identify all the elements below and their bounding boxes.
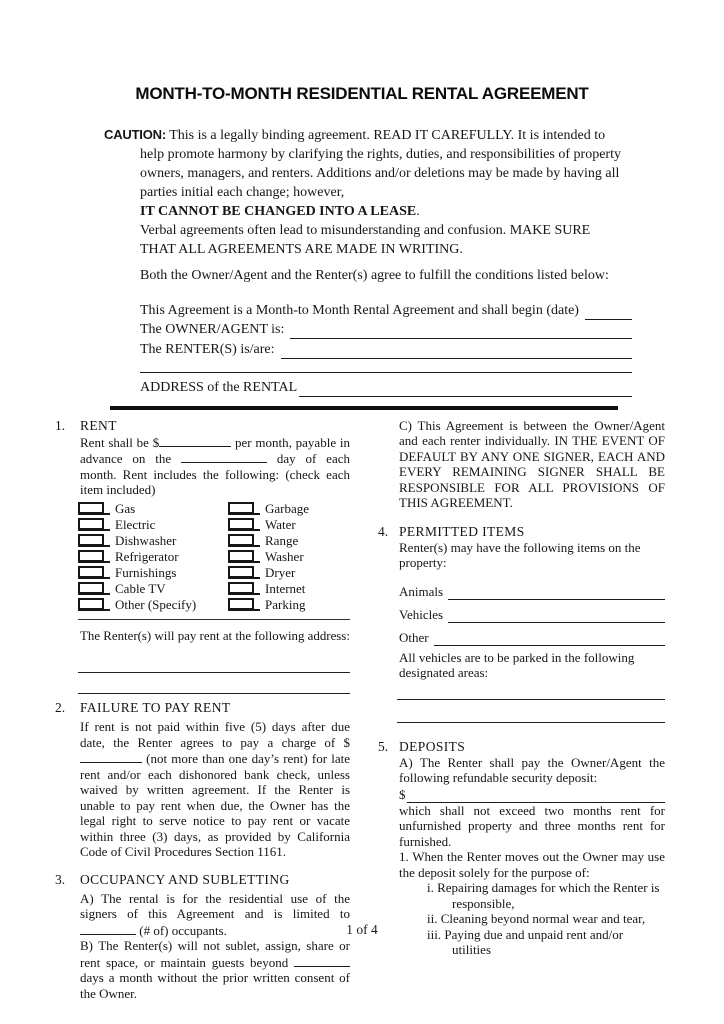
begin-date-fill-line[interactable] bbox=[585, 304, 632, 320]
permitted-field-label: Animals bbox=[399, 583, 444, 599]
included-items-left bbox=[78, 501, 228, 613]
section-failure-to-pay bbox=[55, 700, 350, 860]
deposit-purpose-item: iii. Paying due and unpaid rent and/or utilities bbox=[427, 926, 624, 957]
checkbox-label: Furnishings bbox=[115, 564, 177, 580]
checkbox-box bbox=[228, 598, 254, 609]
section-number: 4. bbox=[378, 523, 389, 539]
rent-text-1: Rent shall be $ bbox=[80, 434, 160, 450]
checkbox[interactable] bbox=[228, 566, 260, 579]
permitted-field-rows bbox=[399, 577, 665, 646]
section-heading-failure: FAILURE TO PAY RENT bbox=[80, 700, 231, 715]
failure-text-1: If rent is not paid within five (5) days after due date, the Renter agrees to pay a charge of $ bbox=[80, 719, 350, 750]
rent-paragraph bbox=[80, 434, 350, 498]
permitted-field-row bbox=[399, 600, 665, 623]
agree-line: Both the Owner/Agent and the Renter(s) agree to fulfill the conditions listed below: bbox=[140, 268, 609, 283]
checkbox[interactable] bbox=[78, 502, 110, 515]
renters-fill-line[interactable] bbox=[281, 343, 632, 359]
left-column bbox=[55, 418, 350, 1002]
occupancy-b-paragraph bbox=[80, 938, 350, 1001]
checkbox[interactable] bbox=[78, 550, 110, 563]
right-column bbox=[378, 418, 665, 1002]
included-item-row bbox=[78, 565, 228, 581]
permitted-intro: Renter(s) may have the following items on the property: bbox=[399, 539, 641, 570]
section-permitted-items bbox=[378, 524, 665, 723]
renters-overflow-row bbox=[140, 359, 632, 373]
included-item-row bbox=[228, 517, 309, 533]
section-number: 2. bbox=[55, 700, 66, 715]
permitted-field-fill-line[interactable] bbox=[448, 584, 665, 600]
caution-text-1: This is a legally binding agreement. READ IT CAREFULLY. It is intended to help promote harmony by clarifying the rights, duties, and responsibilities of property owners, managers, and renters. Additions and/or deletions may be made by having all parties initial each change; however, bbox=[140, 128, 621, 200]
checkbox-box bbox=[228, 518, 254, 529]
checkbox-label: Washer bbox=[265, 548, 304, 564]
included-item-row bbox=[228, 581, 309, 597]
section-rent bbox=[55, 418, 350, 695]
deposit-purpose-item: i. Repairing damages for which the Renter is responsible, bbox=[427, 880, 660, 911]
deposit-limit-paragraph: which shall not exceed two months rent for unfurnished property and three months rent for furnished. bbox=[399, 802, 665, 849]
rental-address-label: ADDRESS of the RENTAL bbox=[140, 379, 298, 395]
rental-address-fill-line[interactable] bbox=[299, 381, 632, 397]
document-title: MONTH-TO-MONTH RESIDENTIAL RENTAL AGREEMENT bbox=[135, 84, 589, 103]
checkbox-label: Dishwasher bbox=[115, 532, 177, 548]
deposit-amount-fill-line[interactable] bbox=[407, 788, 666, 803]
section-number: 5. bbox=[378, 738, 389, 754]
deposit-moveout-paragraph: 1. When the Renter moves out the Owner may use the deposit solely for the purpose of: bbox=[399, 849, 665, 880]
section-number-spacer bbox=[378, 418, 399, 511]
checkbox-label: Parking bbox=[265, 596, 306, 612]
parking-write-line-2[interactable] bbox=[397, 722, 665, 723]
section-occupancy-c bbox=[378, 418, 665, 511]
included-item-row bbox=[228, 501, 309, 517]
section-heading-occupancy: OCCUPANCY AND SUBLETTING bbox=[80, 871, 290, 887]
deposit-amount-row bbox=[399, 786, 665, 803]
included-item-row bbox=[228, 597, 309, 613]
permitted-field-label: Vehicles bbox=[399, 606, 444, 622]
checkbox-label: Internet bbox=[265, 580, 306, 596]
renters-label: The RENTER(S) is/are: bbox=[140, 341, 275, 357]
included-item-row bbox=[228, 565, 309, 581]
checkbox[interactable] bbox=[228, 502, 260, 515]
checkbox-box bbox=[228, 582, 254, 593]
section-heading-permitted: PERMITTED ITEMS bbox=[399, 523, 525, 539]
deposits-a-paragraph: A) The Renter shall pay the Owner/Agent the following refundable security deposit: bbox=[399, 754, 665, 785]
caution-text-2: Verbal agreements often lead to misunderstanding and confusion. MAKE SURE THAT ALL AGREEMENTS ARE MADE IN WRITING. bbox=[140, 223, 591, 257]
renters-overflow-fill-line[interactable] bbox=[140, 360, 632, 373]
included-item-row bbox=[78, 533, 228, 549]
section-number: 1. bbox=[55, 417, 66, 433]
checkbox-box bbox=[228, 566, 254, 577]
pay-address-note: The Renter(s) will pay rent at the following address: bbox=[80, 628, 350, 643]
checkbox-label: Range bbox=[265, 532, 299, 548]
section-heading-rent: RENT bbox=[80, 417, 117, 433]
page-number: 1 of 4 bbox=[346, 922, 378, 937]
rental-address-row bbox=[140, 373, 632, 397]
checkbox-label: Electric bbox=[115, 516, 156, 532]
included-item-row bbox=[228, 533, 309, 549]
owner-agent-fill-line[interactable] bbox=[290, 323, 632, 339]
section-heading-deposits: DEPOSITS bbox=[399, 738, 466, 754]
guest-days-blank[interactable] bbox=[294, 954, 350, 967]
section-divider-rule bbox=[110, 406, 618, 410]
included-item-row bbox=[78, 597, 228, 613]
late-charge-blank[interactable] bbox=[80, 750, 142, 763]
rent-text-3: day of each month. Rent includes the following: (check each item included) bbox=[80, 451, 350, 497]
included-items-grid bbox=[78, 501, 350, 613]
permitted-field-fill-line[interactable] bbox=[448, 607, 665, 623]
checkbox-label: Gas bbox=[115, 500, 136, 516]
section-number: 3. bbox=[55, 871, 66, 887]
included-item-row bbox=[228, 549, 309, 565]
checkbox-box bbox=[78, 550, 104, 561]
checkbox[interactable] bbox=[228, 534, 260, 547]
begin-date-row bbox=[140, 300, 632, 320]
caution-paragraph bbox=[104, 125, 627, 259]
parking-note: All vehicles are to be parked in the following designated areas: bbox=[399, 649, 635, 680]
two-column-body bbox=[52, 418, 672, 1002]
checkbox[interactable] bbox=[78, 598, 110, 611]
checkbox[interactable] bbox=[78, 566, 110, 579]
occupancy-a-text-2: (# of) occupants. bbox=[136, 922, 227, 938]
rent-due-day-blank[interactable] bbox=[181, 450, 267, 463]
checkbox[interactable] bbox=[78, 518, 110, 531]
checkbox-box bbox=[78, 582, 104, 593]
checkbox-box bbox=[78, 566, 104, 577]
checkbox-label: Cable TV bbox=[115, 580, 166, 596]
checkbox[interactable] bbox=[228, 598, 260, 611]
checkbox-section-divider bbox=[78, 619, 350, 620]
permitted-field-row bbox=[399, 577, 665, 600]
renters-row bbox=[140, 339, 632, 359]
occupancy-a-text-1: A) The rental is for the residential use of the signers of this Agreement and is limited to bbox=[80, 890, 350, 921]
checkbox[interactable] bbox=[78, 534, 110, 547]
intro-block bbox=[140, 266, 632, 397]
rent-text-2: per month, payable in advance on the bbox=[80, 434, 350, 466]
pay-address-write-line-2[interactable] bbox=[78, 693, 350, 694]
checkbox[interactable] bbox=[228, 582, 260, 595]
permitted-field-label: Other bbox=[399, 629, 429, 645]
owner-agent-label: The OWNER/AGENT is: bbox=[140, 322, 285, 337]
checkbox-box bbox=[228, 502, 254, 513]
deposit-purpose-item: ii. Cleaning beyond normal wear and tear, bbox=[427, 911, 646, 926]
caution-label: CAUTION: bbox=[104, 127, 166, 142]
checkbox-box bbox=[78, 502, 104, 513]
deposit-purposes-list bbox=[427, 880, 665, 958]
included-item-row bbox=[78, 549, 228, 565]
failure-paragraph bbox=[80, 719, 350, 860]
pay-address-write-line-1[interactable] bbox=[78, 672, 350, 673]
begin-date-label: This Agreement is a Month-to Month Rental Agreement and shall begin (date) bbox=[140, 302, 579, 318]
permitted-field-row bbox=[399, 623, 665, 646]
caution-bold-phrase: IT CANNOT BE CHANGED INTO A LEASE bbox=[140, 204, 417, 219]
checkbox-label: Other (Specify) bbox=[115, 596, 197, 612]
checkbox-label: Dryer bbox=[265, 564, 296, 580]
dollar-sign: $ bbox=[399, 786, 406, 802]
failure-text-2: (not more than one day’s rent) for late rent and/or each dishonored bank check, unless waived by written agreement. If the Renter is unable to pay rent when due, the Owner has the legal right to serve notice to pay rent or vacate within three (3) days, as provided by California Code of Civil Procedures Section 1161. bbox=[80, 751, 350, 859]
checkbox-box bbox=[228, 534, 254, 545]
checkbox[interactable] bbox=[228, 550, 260, 563]
checkbox-box bbox=[78, 518, 104, 529]
checkbox-box bbox=[78, 598, 104, 609]
occupancy-c-paragraph: C) This Agreement is between the Owner/Agent and each renter individually. IN THE EVENT OF DEFAULT BY ANY ONE SIGNER, EACH AND EVERY REMAINING SIGNER SHALL BE RESPONSIBLE FOR ALL PROVISIONS OF THIS AGREEMENT. bbox=[399, 417, 665, 510]
parking-write-line-1[interactable] bbox=[397, 699, 665, 700]
owner-agent-row bbox=[140, 320, 632, 340]
occupancy-b-text-2: days a month without the prior written consent of the Owner. bbox=[80, 970, 350, 1001]
included-item-row bbox=[78, 501, 228, 517]
checkbox-box bbox=[228, 550, 254, 561]
checkbox-label: Water bbox=[265, 516, 296, 532]
permitted-field-fill-line[interactable] bbox=[434, 630, 665, 646]
checkbox-label: Refrigerator bbox=[115, 548, 179, 564]
checkbox-box bbox=[78, 534, 104, 545]
rent-amount-blank[interactable] bbox=[159, 434, 231, 447]
checkbox-label: Garbage bbox=[265, 500, 310, 516]
checkbox[interactable] bbox=[228, 518, 260, 531]
included-items-right bbox=[228, 501, 309, 613]
occupancy-b-text-1: B) The Renter(s) will not sublet, assign, share or rent space, or maintain guests beyond bbox=[80, 938, 350, 970]
included-item-row bbox=[78, 517, 228, 533]
included-item-row bbox=[78, 581, 228, 597]
caution-period: . bbox=[416, 204, 420, 219]
checkbox[interactable] bbox=[78, 582, 110, 595]
